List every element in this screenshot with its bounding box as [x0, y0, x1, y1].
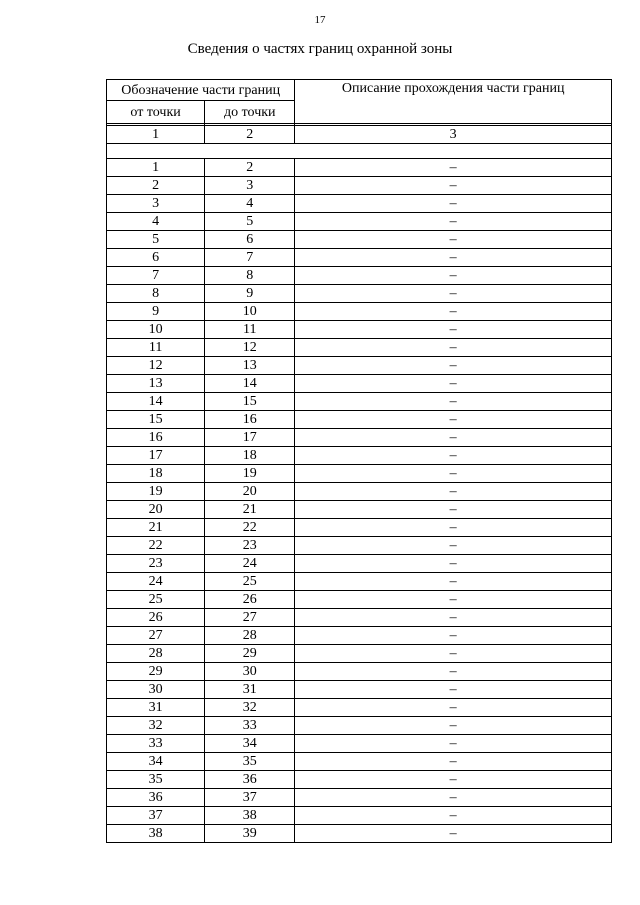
from-point-cell: 30: [107, 681, 205, 699]
to-point-cell: 3: [205, 177, 295, 195]
description-cell: –: [295, 537, 612, 555]
table-row: [107, 771, 612, 789]
from-point-cell: 36: [107, 789, 205, 807]
to-point-cell: 31: [205, 681, 295, 699]
from-point-cell: 11: [107, 339, 205, 357]
from-point-cell: 27: [107, 627, 205, 645]
description-cell: –: [295, 591, 612, 609]
to-point-cell: 4: [205, 195, 295, 213]
table-row: [107, 717, 612, 735]
table-row: [107, 501, 612, 519]
description-cell: –: [295, 249, 612, 267]
table-row: [107, 699, 612, 717]
table-row: [107, 375, 612, 393]
table-row: [107, 681, 612, 699]
description-cell: –: [295, 825, 612, 843]
from-point-cell: 3: [107, 195, 205, 213]
table-row: [107, 411, 612, 429]
table-row: [107, 447, 612, 465]
table-row: [107, 519, 612, 537]
header-description: Описание прохождения части границ: [295, 80, 612, 124]
table-row: [107, 789, 612, 807]
table-row: [107, 465, 612, 483]
to-point-cell: 29: [205, 645, 295, 663]
from-point-cell: 23: [107, 555, 205, 573]
description-cell: –: [295, 555, 612, 573]
from-point-cell: 14: [107, 393, 205, 411]
from-point-cell: 38: [107, 825, 205, 843]
description-cell: –: [295, 573, 612, 591]
to-point-cell: 18: [205, 447, 295, 465]
table-row: [107, 429, 612, 447]
header-boundary-designation: Обозначение части границ: [107, 80, 295, 101]
description-cell: –: [295, 357, 612, 375]
table-row: [107, 231, 612, 249]
description-cell: –: [295, 663, 612, 681]
from-point-cell: 19: [107, 483, 205, 501]
table-row: [107, 339, 612, 357]
description-cell: –: [295, 645, 612, 663]
from-point-cell: 24: [107, 573, 205, 591]
to-point-cell: 10: [205, 303, 295, 321]
to-point-cell: 32: [205, 699, 295, 717]
table-row: [107, 303, 612, 321]
description-cell: –: [295, 303, 612, 321]
from-point-cell: 13: [107, 375, 205, 393]
boundary-parts-table: [106, 79, 612, 843]
from-point-cell: 8: [107, 285, 205, 303]
description-cell: –: [295, 753, 612, 771]
table-row: [107, 285, 612, 303]
description-cell: –: [295, 465, 612, 483]
to-point-cell: 16: [205, 411, 295, 429]
to-point-cell: 15: [205, 393, 295, 411]
table-row: [107, 537, 612, 555]
to-point-cell: 38: [205, 807, 295, 825]
to-point-cell: 28: [205, 627, 295, 645]
description-cell: –: [295, 807, 612, 825]
description-cell: –: [295, 627, 612, 645]
from-point-cell: 25: [107, 591, 205, 609]
to-point-cell: 30: [205, 663, 295, 681]
description-cell: –: [295, 771, 612, 789]
description-cell: –: [295, 321, 612, 339]
description-cell: –: [295, 177, 612, 195]
description-cell: –: [295, 195, 612, 213]
document-title: Сведения о частях границ охранной зоны: [187, 41, 453, 57]
from-point-cell: 4: [107, 213, 205, 231]
from-point-cell: 1: [107, 159, 205, 177]
page-number: 17: [314, 14, 326, 26]
from-point-cell: 9: [107, 303, 205, 321]
header-from-point: от точки: [107, 101, 205, 124]
table-row: [107, 735, 612, 753]
from-point-cell: 32: [107, 717, 205, 735]
description-cell: –: [295, 231, 612, 249]
to-point-cell: 27: [205, 609, 295, 627]
to-point-cell: 22: [205, 519, 295, 537]
from-point-cell: 7: [107, 267, 205, 285]
table-row: [107, 807, 612, 825]
blank-cell: [107, 144, 612, 159]
from-point-cell: 21: [107, 519, 205, 537]
from-point-cell: 35: [107, 771, 205, 789]
table-row: [107, 249, 612, 267]
description-cell: –: [295, 339, 612, 357]
header-to-point: до точки: [205, 101, 295, 124]
from-point-cell: 28: [107, 645, 205, 663]
from-point-cell: 5: [107, 231, 205, 249]
from-point-cell: 31: [107, 699, 205, 717]
description-cell: –: [295, 447, 612, 465]
from-point-cell: 12: [107, 357, 205, 375]
to-point-cell: 36: [205, 771, 295, 789]
table-row: [107, 753, 612, 771]
to-point-cell: 26: [205, 591, 295, 609]
from-point-cell: 26: [107, 609, 205, 627]
table-row: [107, 645, 612, 663]
table-row: [107, 357, 612, 375]
to-point-cell: 13: [205, 357, 295, 375]
to-point-cell: 35: [205, 753, 295, 771]
description-cell: –: [295, 735, 612, 753]
blank-separator-row: [107, 144, 612, 159]
table-row: [107, 663, 612, 681]
description-cell: –: [295, 411, 612, 429]
table-row: [107, 393, 612, 411]
description-cell: –: [295, 717, 612, 735]
to-point-cell: 25: [205, 573, 295, 591]
table-row: [107, 159, 612, 177]
description-cell: –: [295, 393, 612, 411]
table-row: [107, 627, 612, 645]
to-point-cell: 17: [205, 429, 295, 447]
from-point-cell: 17: [107, 447, 205, 465]
description-cell: –: [295, 375, 612, 393]
table-row: [107, 555, 612, 573]
to-point-cell: 11: [205, 321, 295, 339]
table-row: [107, 177, 612, 195]
to-point-cell: 5: [205, 213, 295, 231]
to-point-cell: 6: [205, 231, 295, 249]
to-point-cell: 19: [205, 465, 295, 483]
from-point-cell: 33: [107, 735, 205, 753]
table-row: [107, 267, 612, 285]
to-point-cell: 7: [205, 249, 295, 267]
to-point-cell: 9: [205, 285, 295, 303]
table-header-row: [107, 80, 612, 101]
table-row: [107, 195, 612, 213]
column-number-2: 2: [205, 126, 295, 144]
to-point-cell: 2: [205, 159, 295, 177]
from-point-cell: 2: [107, 177, 205, 195]
description-cell: –: [295, 483, 612, 501]
from-point-cell: 18: [107, 465, 205, 483]
description-cell: –: [295, 159, 612, 177]
to-point-cell: 23: [205, 537, 295, 555]
column-number-3: 3: [295, 126, 612, 144]
from-point-cell: 34: [107, 753, 205, 771]
description-cell: –: [295, 681, 612, 699]
table-row: [107, 573, 612, 591]
to-point-cell: 39: [205, 825, 295, 843]
from-point-cell: 20: [107, 501, 205, 519]
table-row: [107, 609, 612, 627]
description-cell: –: [295, 699, 612, 717]
column-numbers-row: [107, 126, 612, 144]
from-point-cell: 29: [107, 663, 205, 681]
from-point-cell: 15: [107, 411, 205, 429]
from-point-cell: 37: [107, 807, 205, 825]
to-point-cell: 21: [205, 501, 295, 519]
to-point-cell: 37: [205, 789, 295, 807]
table-row: [107, 483, 612, 501]
description-cell: –: [295, 267, 612, 285]
to-point-cell: 8: [205, 267, 295, 285]
description-cell: –: [295, 501, 612, 519]
table-row: [107, 825, 612, 843]
to-point-cell: 14: [205, 375, 295, 393]
from-point-cell: 10: [107, 321, 205, 339]
description-cell: –: [295, 519, 612, 537]
table-row: [107, 321, 612, 339]
description-cell: –: [295, 429, 612, 447]
from-point-cell: 22: [107, 537, 205, 555]
to-point-cell: 12: [205, 339, 295, 357]
from-point-cell: 16: [107, 429, 205, 447]
to-point-cell: 20: [205, 483, 295, 501]
to-point-cell: 33: [205, 717, 295, 735]
table-row: [107, 213, 612, 231]
from-point-cell: 6: [107, 249, 205, 267]
description-cell: –: [295, 609, 612, 627]
description-cell: –: [295, 285, 612, 303]
to-point-cell: 34: [205, 735, 295, 753]
description-cell: –: [295, 213, 612, 231]
to-point-cell: 24: [205, 555, 295, 573]
description-cell: –: [295, 789, 612, 807]
table-row: [107, 591, 612, 609]
column-number-1: 1: [107, 126, 205, 144]
